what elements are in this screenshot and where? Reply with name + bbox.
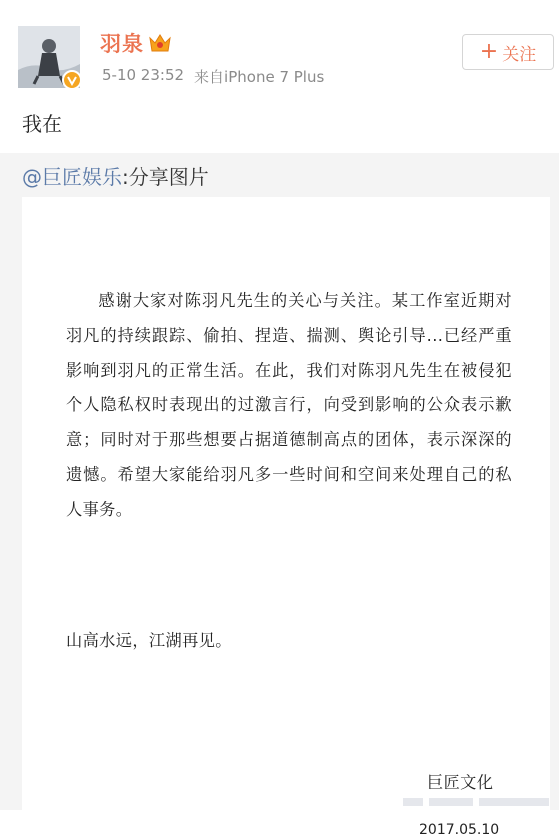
post-text: 我在 [22,112,62,136]
avatar-wrap[interactable] [18,26,80,88]
repost-line [22,161,209,190]
statement-paragraph: 感谢大家对陈羽凡先生的关心与关注。某工作室近期对羽凡的持续跟踪、偷拍、捏造、揣测、舆论引导...已经严重影响到羽凡的正常生活。在此，我们对陈羽凡先生在被侵犯个人隐私权时表现出的过激言行，向受到影响的公众表示歉意；同时对于那些想要占据道德制高点的团体，表示深深的遗憾。希望大家能给羽凡多一些时间和空间来处理自己的私人事务。 [66,291,512,519]
statement-closing: 山高水远，江湖再见。 [66,631,232,650]
statement-image[interactable] [22,197,550,838]
post-meta [102,66,324,87]
repost-block[interactable] [0,153,559,838]
plus-icon: + [479,39,499,64]
follow-label: 关注 [502,44,537,65]
watermark-icon [403,794,553,808]
post-source: 来自iPhone 7 Plus [194,68,325,86]
statement-date: 2017.05.10 [419,822,500,838]
username-row [100,28,172,58]
username[interactable]: 羽泉 [100,32,144,56]
verified-badge-icon [62,70,82,90]
post-time: 5-10 23:52 [102,66,185,84]
repost-text: :分享图片 [122,165,209,189]
statement-signature: 巨匠文化 [427,773,494,792]
repost-mention-link[interactable]: @巨匠娱乐 [22,165,122,189]
follow-button[interactable] [462,34,554,70]
vip-crown-icon[interactable] [148,32,172,54]
